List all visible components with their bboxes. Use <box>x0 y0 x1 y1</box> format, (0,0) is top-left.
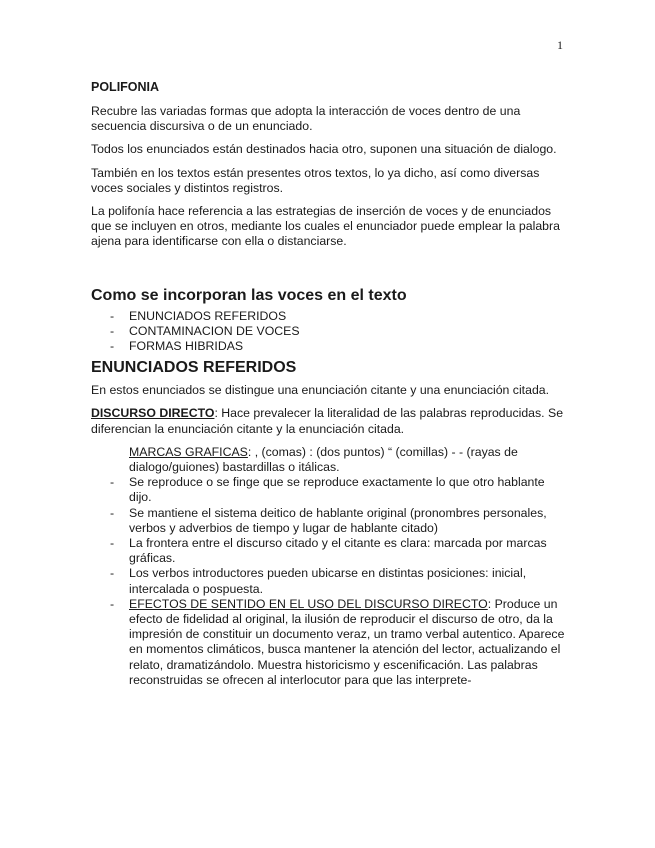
list-item <box>91 475 569 505</box>
efectos-label: EFECTOS DE SENTIDO EN EL USO DEL DISCURSO DIRECTO <box>129 596 488 611</box>
intro-paragraph-1: Recubre las variadas formas que adopta la interacción de voces dentro de una secuencia discursiva o de un enunciado. <box>91 104 521 134</box>
list-dash: - <box>110 475 115 490</box>
section-heading-voces: Como se incorporan las voces en el texto <box>91 286 407 304</box>
efectos-text: : Produce un efecto de fidelidad al original, la ilusión de reproducir el discurso de otro, da la impresión de constituir un documento veraz, un tramo verbal autentico. Aparece en momentos climáticos, busca mantener la atención del lector, actualizando el relato, dramatizándolo. Muestra historicismo y escenificación. Las palabras reconstruidas se ofrecen al interlocutor para que las interprete- <box>129 596 565 687</box>
discurso-directo-list <box>91 445 569 688</box>
discurso-directo-paragraph <box>91 406 569 436</box>
discurso-directo-label: DISCURSO DIRECTO <box>91 406 215 421</box>
list-dash: - <box>110 566 115 581</box>
page-number: 1 <box>557 38 563 52</box>
list-item-efectos <box>91 597 569 688</box>
list-dash: - <box>110 308 115 323</box>
list-item-text: Se reproduce o se finge que se reproduce exactamente lo que otro hablante dijo. <box>129 475 545 505</box>
list-item-text: Los verbos introductores pueden ubicarse en distintas posiciones: inicial, intercalada o pospuesta. <box>129 566 527 596</box>
document-body <box>91 80 569 692</box>
list-item <box>91 339 569 354</box>
list-item-text: ENUNCIADOS REFERIDOS <box>129 308 287 323</box>
list-item <box>91 309 569 324</box>
list-item-text: CONTAMINACION DE VOCES <box>129 323 300 338</box>
list-dash: - <box>110 596 115 611</box>
marcas-label: MARCAS GRAFICAS <box>129 444 248 459</box>
list-dash: - <box>110 505 115 520</box>
marcas-text: : , (comas) : (dos puntos) “ (comillas) - - (rayas de dialogo/guiones) bastardillas o itálicas. <box>129 444 518 475</box>
section-heading-enunciados: ENUNCIADOS REFERIDOS <box>91 359 297 377</box>
voces-list <box>91 309 569 355</box>
intro-paragraph-2: Todos los enunciados están destinados hacia otro, suponen una situación de dialogo. <box>91 142 557 157</box>
list-item <box>91 506 569 536</box>
list-item <box>91 324 569 339</box>
list-item <box>91 536 569 566</box>
list-item-text: FORMAS HIBRIDAS <box>129 339 244 354</box>
intro-paragraph-4: La polifonía hace referencia a las estrategias de inserción de voces y de enunciados que se incluyen en otros, mediante los cuales el enunciador puede emplear la palabra ajena para identificarse con ella o distanciarse. <box>91 204 560 249</box>
list-dash: - <box>110 323 115 338</box>
list-dash: - <box>110 536 115 551</box>
list-item-marcas <box>91 445 569 475</box>
list-item-text: La frontera entre el discurso citado y el citante es clara: marcada por marcas gráficas. <box>129 536 547 566</box>
list-dash: - <box>110 339 115 354</box>
document-title: POLIFONIA <box>91 80 160 94</box>
discurso-directo-text: : Hace prevalecer la literalidad de las palabras reproducidas. Se diferencian la enunciación citante y la enunciación citada. <box>91 406 564 436</box>
intro-paragraph-3: También en los textos están presentes otros textos, lo ya dicho, así como diversas voces sociales y distintos registros. <box>91 165 540 195</box>
list-item-text: Se mantiene el sistema deitico de hablante original (pronombres personales, verbos y adverbios de tiempo y lugar de hablante citado) <box>129 505 547 535</box>
enunciados-intro: En estos enunciados se distingue una enunciación citante y una enunciación citada. <box>91 383 550 398</box>
list-item <box>91 566 569 596</box>
